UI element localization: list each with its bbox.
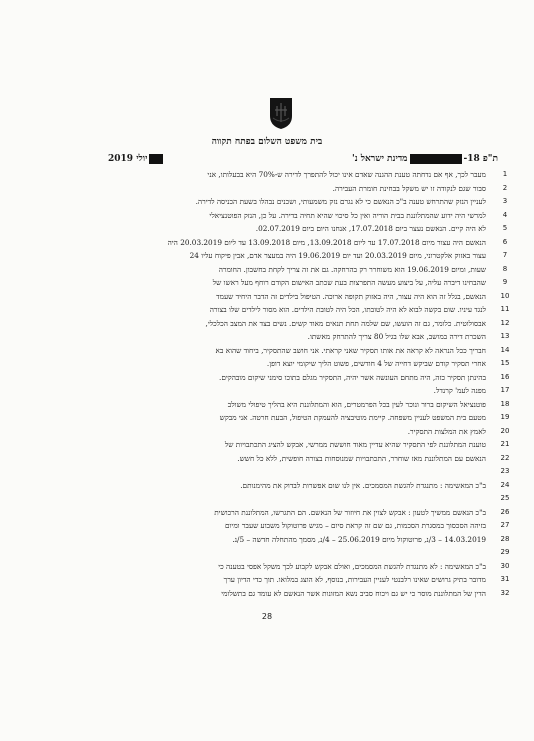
text-line: ב"כ הנאשם ממשיך לטעון : אבקש לצוין את חיוזור של הנאשם. הם התגרשו, המתלוננת הרכושית — [214, 507, 486, 517]
text-line: השכרת דירה במושב, אבא שלו בגיל 80 צריך להתרחק מאשתו. — [307, 332, 486, 341]
line-number: 6 — [502, 237, 508, 246]
line-number: 8 — [502, 264, 508, 273]
line-number: 4 — [502, 210, 508, 219]
line-number: 11 — [500, 305, 510, 313]
text-line: חבריך ככל הנראה לא קראה את אותו תסקיר שאני קראתי. אני חושב שהתסקיר, ביחוד שהוא בא — [215, 345, 486, 355]
text-line: מטעם בית המשפט לעניין משפחה. קיימת מוטיבציה להעמקת הטיפול, הבעת חרטה. אני מבקש — [219, 413, 486, 422]
case-number: ת"פ 18-מדינת ישראל נ' — [351, 154, 498, 164]
text-line: בהינתן תסקיר כזה, היה מתחם העונשה אשר יהיה, התסקיר מגלם בתוכו סימני שיקום מובהקים. — [219, 372, 486, 382]
text-line: שהבחינו דיברה עליה, על ביצוע מעשה התפרצות בעת שכתב האישום הקודם רוחף מעל ראשו של — [212, 278, 486, 287]
text-line: שעות, ומיום 19.06.2019 הוא משוחרר רק בהרחקה. גם את זה צריך לקחת בחשבון. החומרה — [218, 264, 486, 274]
line-number: 19 — [500, 413, 510, 421]
line-number: 20 — [500, 426, 510, 435]
case-header — [108, 153, 498, 167]
line-number: 13 — [500, 332, 510, 340]
line-number: 26 — [500, 507, 510, 516]
text-line: עצור באזוק אלקטרוני, מיום 20.03.2019 ועד יום 19.06.2019 היה במעצר אדם, אבין פיקוח עליו 24 — [189, 251, 486, 260]
line-number: 14 — [500, 345, 510, 354]
text-line: הנאשם עם המתלוננת מאז שוחרר, התכתבויות שמנוסחות בצורה חופשית, ללא כל חשש. — [237, 453, 486, 463]
line-number: 31 — [500, 575, 510, 583]
text-line: למרשי היה ידוע שהמתלוננת בבית הוריה ואין כל סיכוי שהיא תחיה בדירה. על כן, הנזק הפוטנציאלי — [209, 210, 486, 220]
state-emblem-icon — [268, 96, 294, 130]
line-number: 9 — [502, 278, 508, 286]
text-line: הדין של המתלוננת מוסר כי יש גם ויכוח סביב נשא המזונות אשר הנאשם לא עומד גם בתשלומי — [221, 588, 486, 598]
text-line: מדובר בתיק גרושים שאינו רלבנטי לעניין העבירות, בנוסף, לא הוצג במלואו. תוך כדי הדיון ערך — [223, 575, 486, 584]
text-line: 14.03.2019 – 3/נ, פרוטוקול מיום 25.06.2019 – 4/נ, מסמך מהתחלה חדשה – 5/נ. — [232, 534, 486, 544]
text-line: לאמץ את המלצות התסקיר. — [407, 426, 486, 436]
line-number: 28 — [500, 534, 510, 543]
line-number: 3 — [502, 197, 508, 205]
protocol-text — [70, 168, 486, 600]
line-number: 2 — [502, 183, 508, 192]
line-number: 1 — [502, 170, 508, 178]
text-line: אחרי תסקיר קודם שביקש דחייה של 4 חודשים, פשוט הליך שיקומי יוצא דופן. — [266, 359, 486, 368]
text-line: אבסולוטית. כלומר, גם זה הועשו, שם שלמה תחת תנאים מאוד קשים. נשים בצד את המצב הכלכלי, — [205, 318, 486, 328]
line-number: 7 — [502, 251, 508, 259]
line-number: 32 — [500, 588, 510, 597]
court-name: בית משפט השלום בפתח תקווה — [211, 137, 323, 147]
redacted-block — [149, 154, 163, 164]
line-number: 5 — [502, 224, 508, 232]
line-number: 10 — [500, 291, 510, 300]
text-line — [70, 546, 486, 560]
redacted-block — [410, 154, 462, 164]
text-line: מעבר לכך, אף אם נדחתה טענת ההגנה שאדם אינו יכול להתפרך לדירה ש-70% היא בבעלותו, אני — [207, 170, 486, 179]
line-number: 25 — [500, 494, 510, 502]
line-number: 27 — [500, 521, 510, 529]
line-number: 22 — [500, 453, 510, 462]
text-line: טוענת המתלוננת לפי התסקיר שהיא עדיין מאוד חוששת ממרשי, אבקש להציג התכתבויות של — [224, 440, 486, 449]
line-number: 30 — [500, 561, 510, 570]
line-number: 15 — [500, 359, 510, 367]
text-line: הנאשם היה עצור מיום 17.07.2018 עד ליום 13.09.2018, מיום 13.09.2018 עד ליום 20.03.2019 היה — [167, 237, 486, 247]
text-line: לנגד עיניו. שום בקשה לבוא לא היה לטובתו, הכל היה לטובת הילדים. הוא מסור לילדים שלו בצורה — [209, 305, 486, 314]
text-line: פוטנציאל השיקום ברור ונוכר לעין בכל הפרמטרים, הוא והמתלוננת היא בהליך טיפולי משולב — [227, 399, 486, 409]
text-line: לעניין הנזק שהתרחש טענה ב"כ הנאשם כי לא נגרם נזק משמעותי, ושכנים נבהלו בשעת הכניסה לדירה. — [195, 197, 486, 206]
text-line: בזיהה הסכסוך במסגרת הסכמות, גם שם זה קראת סיום – מגיש פרוטוקול משבוע שעבר ומיום — [225, 521, 486, 530]
line-number: 18 — [500, 399, 510, 408]
line-number: 21 — [500, 440, 510, 448]
line-number: 24 — [500, 480, 510, 489]
text-line: מפנה לעמ' קרנדל. — [433, 386, 486, 395]
hearing-date: יולי 2019 — [108, 153, 165, 164]
text-line — [70, 492, 486, 506]
text-line: הנאשם, בגלל זה הוא היה עצור, היה באזוק תקופה ארוכה. הטיפול בילדים זה הדבר היחיד שעמד — [216, 291, 486, 301]
text-line — [70, 465, 486, 479]
text-line: סבור שגם לנקודה זו יש משקל בבחינת חומרת העבירה. — [332, 183, 486, 193]
page-number: 28 — [261, 612, 273, 621]
line-number: 23 — [500, 467, 510, 475]
line-number: 16 — [500, 372, 510, 381]
line-number: 17 — [500, 386, 510, 394]
line-number: 29 — [500, 548, 510, 556]
line-numbers — [494, 168, 516, 600]
text-line: לא היה קיים. הנאשם נעצר ביום 17.07.2018, אנחנו היום ביום 02.07.2019. — [255, 224, 486, 233]
line-number: 12 — [500, 318, 510, 327]
text-line: ב"כ המאשימה : לא מתנגדת להגשת המסמכים, ואולם אבקש לקבוע לכך משקל אפסי בטענה כי — [218, 561, 486, 571]
text-line: ב"כ המאשימה : מתנגדת להגשת המסמכים. אין לנו שום אפשרות לבדוק את מהימנותם. — [240, 480, 486, 490]
